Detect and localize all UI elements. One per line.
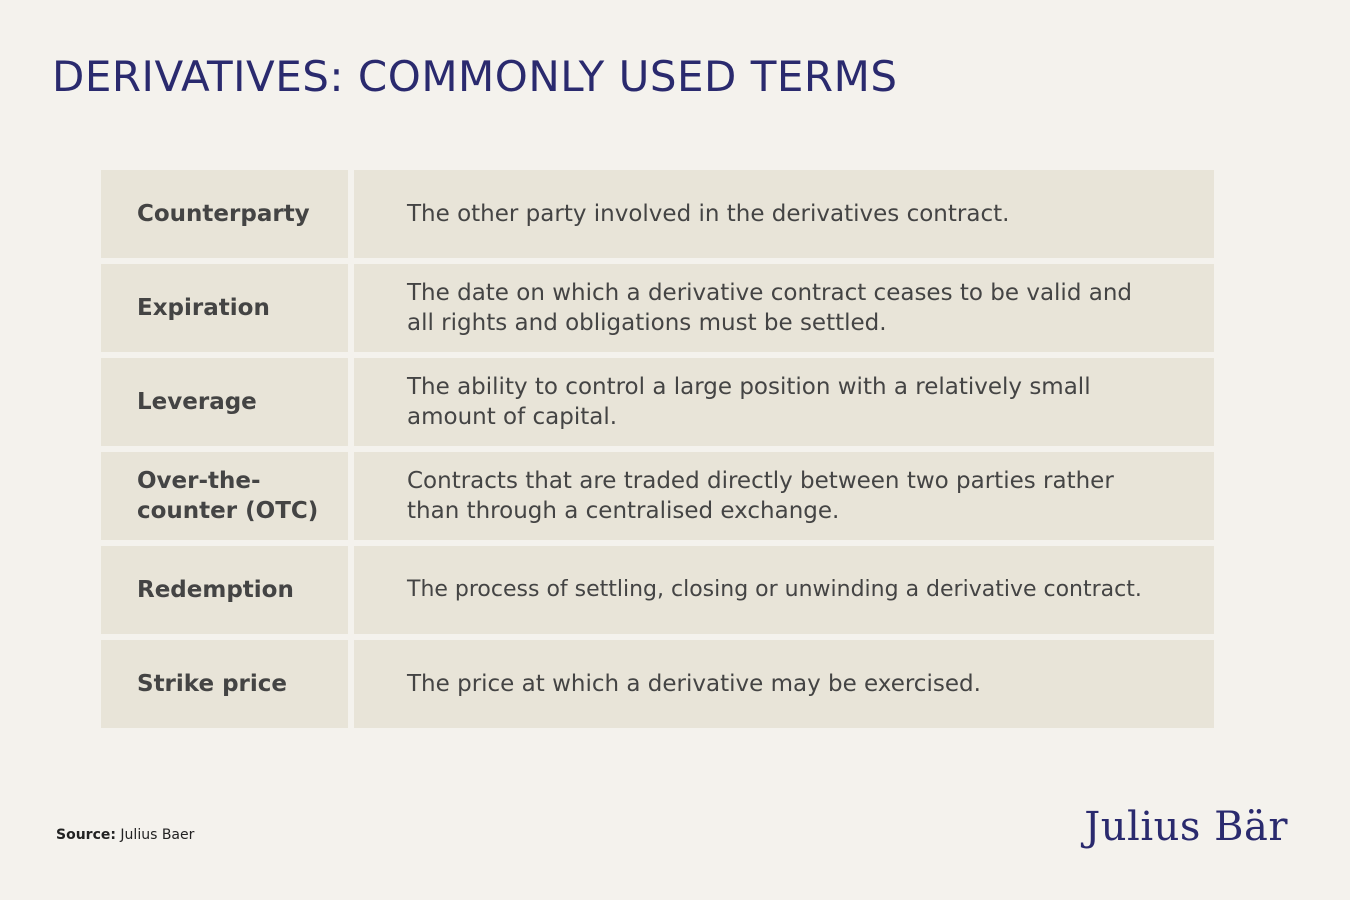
definition-cell	[354, 640, 1214, 728]
definition-cell	[354, 546, 1214, 634]
definition-text: The ability to control a large position with a relatively small amount of capital.	[407, 374, 1091, 430]
term-cell	[101, 358, 348, 446]
definition-text: The process of settling, closing or unwinding a derivative contract.	[407, 577, 1142, 602]
definition-text: The price at which a derivative may be exercised.	[407, 671, 981, 697]
source-note	[56, 827, 194, 843]
term-label: Expiration	[137, 295, 270, 321]
term-cell	[101, 546, 348, 634]
table-row	[101, 358, 1214, 446]
source-label: Source:	[56, 827, 116, 843]
definition-cell	[354, 264, 1214, 352]
terms-table	[101, 170, 1214, 728]
julius-baer-logo: Julius Bär	[1084, 804, 1288, 850]
term-cell	[101, 640, 348, 728]
term-cell	[101, 170, 348, 258]
table-row	[101, 640, 1214, 728]
definition-text: Contracts that are traded directly between two parties rather than through a centralised exchange.	[407, 468, 1114, 524]
term-label: Strike price	[137, 671, 287, 697]
definition-text: The other party involved in the derivatives contract.	[407, 201, 1010, 227]
term-label: Leverage	[137, 389, 257, 415]
table-row	[101, 546, 1214, 634]
term-label: Over-the-counter (OTC)	[137, 468, 319, 524]
term-label: Redemption	[137, 577, 294, 603]
table-row	[101, 264, 1214, 352]
source-text: Julius Baer	[120, 827, 195, 843]
term-cell	[101, 264, 348, 352]
definition-text: The date on which a derivative contract ceases to be valid and all rights and obligations must be settled.	[407, 280, 1133, 336]
term-label: Counterparty	[137, 201, 310, 227]
term-cell	[101, 452, 348, 540]
definition-cell	[354, 452, 1214, 540]
table-row	[101, 452, 1214, 540]
page-title: DERIVATIVES: COMMONLY USED TERMS	[52, 52, 898, 101]
definition-cell	[354, 170, 1214, 258]
definition-cell	[354, 358, 1214, 446]
table-row	[101, 170, 1214, 258]
